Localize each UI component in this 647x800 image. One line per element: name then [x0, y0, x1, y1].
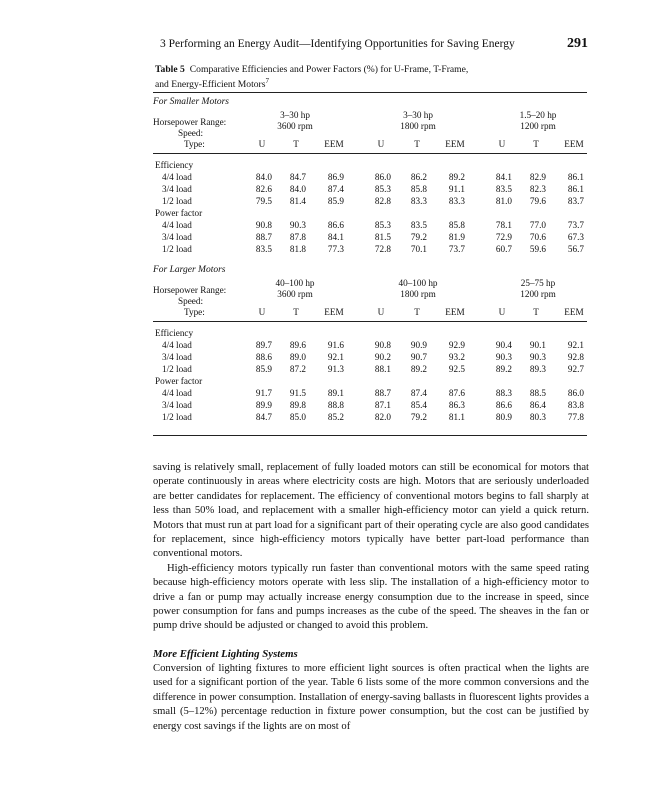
table-cell: 77.8	[567, 412, 584, 422]
group-speed: 3600 rpm	[277, 289, 313, 299]
table-label: Table 5	[155, 64, 185, 75]
table-cell: 83.3	[448, 196, 465, 206]
type-header: U	[258, 307, 266, 317]
group-speed: 1800 rpm	[400, 289, 436, 299]
table-cell: 72.8	[374, 244, 391, 254]
table-cell: 91.6	[327, 340, 344, 350]
caption-line-1: Comparative Efficiencies and Power Factors (%) for U-Frame, T-Frame,	[189, 64, 469, 75]
row-label: 4/4 load	[162, 172, 192, 182]
paragraph: Conversion of lighting fixtures to more efficient light sources is often practical when the lights are used for a significant portion of the year. Table 6 lists some of the more common conversions and the difference in power consumption. Installation of energy-saving ballasts in fluorescent lights provides a small (5–12%) percentage reduction in fixture power consumption, but the cost can be justified by energy cost savings if the lights are on most of	[153, 663, 589, 732]
table-cell: 85.8	[410, 184, 427, 194]
group-speed: 1800 rpm	[400, 121, 436, 131]
type-header: U	[377, 139, 385, 149]
table-cell: 85.8	[448, 220, 465, 230]
table-cell: 77.0	[529, 220, 546, 230]
table-cell: 87.8	[289, 232, 306, 242]
table-cell: 89.8	[289, 400, 306, 410]
type-header: U	[258, 139, 266, 149]
table-cell: 86.0	[374, 172, 391, 182]
table-cell: 87.1	[374, 400, 391, 410]
table-cell: 88.6	[255, 352, 272, 362]
body-text-1	[153, 461, 589, 634]
table-cell: 73.7	[448, 244, 465, 254]
table-cell: 84.0	[255, 172, 272, 182]
table-cell: 91.3	[327, 364, 344, 374]
table-cell: 60.7	[495, 244, 512, 254]
row-label: 4/4 load	[162, 388, 192, 398]
table-cell: 82.9	[529, 172, 546, 182]
table-cell: 89.0	[289, 352, 306, 362]
table-cell: 90.7	[410, 352, 427, 362]
header-rule	[153, 153, 587, 154]
table-cell: 56.7	[567, 244, 584, 254]
table-cell: 92.1	[327, 352, 344, 362]
table-cell: 70.6	[529, 232, 546, 242]
table-cell: 89.1	[327, 388, 344, 398]
group-hp-range: 25–75 hp	[520, 278, 556, 288]
group-hp-range: 40–100 hp	[398, 278, 438, 288]
table-cell: 92.9	[448, 340, 465, 350]
table-cell: 89.6	[289, 340, 306, 350]
table-cell: 92.7	[567, 364, 584, 374]
type-header: T	[533, 307, 539, 317]
row-group-label: Efficiency	[155, 328, 194, 338]
body-text-2	[153, 662, 589, 734]
table-cell: 81.4	[289, 196, 306, 206]
table-cell: 83.7	[567, 196, 584, 206]
table-cell: 91.5	[289, 388, 306, 398]
group-hp-range: 3–30 hp	[403, 110, 433, 120]
row-group-label: Efficiency	[155, 160, 194, 170]
row-label: 3/4 load	[162, 232, 192, 242]
table-cell: 91.1	[448, 184, 465, 194]
table-cell: 85.3	[374, 220, 391, 230]
table-cell: 87.6	[448, 388, 465, 398]
table-cell: 89.2	[448, 172, 465, 182]
table-cell: 77.3	[327, 244, 344, 254]
row-label: 1/2 load	[162, 244, 192, 254]
table-cell: 90.4	[495, 340, 512, 350]
group-speed: 1200 rpm	[520, 121, 556, 131]
paragraph: High-efficiency motors typically run faster than conventional motors with the same speed rating because high-efficiency motors operate with less slip. The installation of a high-efficiency motor to drive a fan or pump may actually increase energy consumption due to the increase in speed, since power consumption for fans and pumps increases as the cube of the speed. The sheaves in the fan or pump drive should be adjusted or changed to avoid this problem.	[153, 562, 589, 632]
table-cell: 92.5	[448, 364, 465, 374]
table-cell: 87.4	[410, 388, 427, 398]
type-header: EEM	[324, 139, 344, 149]
table-cell: 86.9	[327, 172, 344, 182]
table-cell: 90.8	[374, 340, 391, 350]
group-hp-range: 3–30 hp	[280, 110, 310, 120]
table-cell: 84.7	[255, 412, 272, 422]
table-cell: 88.1	[374, 364, 391, 374]
table-cell: 81.1	[448, 412, 465, 422]
table-cell: 82.0	[374, 412, 391, 422]
table-cell: 89.2	[495, 364, 512, 374]
speed-label: Speed:	[178, 128, 204, 138]
row-label: 3/4 load	[162, 400, 192, 410]
table-cell: 90.3	[529, 352, 546, 362]
table-cell: 92.8	[567, 352, 584, 362]
horsepower-range-label: Horsepower Range:	[153, 285, 227, 295]
table-cell: 93.2	[448, 352, 465, 362]
caption-line-2: and Energy-Efficient Motors	[155, 78, 266, 90]
table-cell: 83.5	[495, 184, 512, 194]
type-header: T	[293, 307, 299, 317]
table-cell: 91.7	[255, 388, 272, 398]
table-cell: 88.8	[327, 400, 344, 410]
table-cell: 83.5	[410, 220, 427, 230]
table-cell: 79.2	[410, 412, 427, 422]
table-cell: 83.5	[255, 244, 272, 254]
table-cell: 85.9	[255, 364, 272, 374]
speed-label: Speed:	[178, 296, 204, 306]
table-cell: 67.3	[567, 232, 584, 242]
table-cell: 86.0	[567, 388, 584, 398]
type-header: EEM	[445, 307, 465, 317]
table-caption	[155, 64, 595, 90]
type-header: T	[414, 307, 420, 317]
table-cell: 89.9	[255, 400, 272, 410]
row-label: 1/2 load	[162, 196, 192, 206]
table-cell: 83.8	[567, 400, 584, 410]
table-cell: 72.9	[495, 232, 512, 242]
table-cell: 73.7	[567, 220, 584, 230]
table-cell: 87.4	[327, 184, 344, 194]
table-cell: 84.7	[289, 172, 306, 182]
table-cell: 88.5	[529, 388, 546, 398]
type-header: EEM	[564, 307, 584, 317]
table-cell: 89.2	[410, 364, 427, 374]
table-cell: 59.6	[529, 244, 546, 254]
table-cell: 79.2	[410, 232, 427, 242]
type-label: Type:	[184, 139, 205, 149]
table-cell: 88.7	[374, 388, 391, 398]
table-bottom-rule	[153, 435, 587, 436]
table-cell: 90.2	[374, 352, 391, 362]
table-cell: 86.2	[410, 172, 427, 182]
row-group-label: Power factor	[155, 208, 203, 218]
caption-footnote-ref: 7	[265, 76, 269, 85]
table-cell: 84.1	[495, 172, 512, 182]
table-cell: 89.3	[529, 364, 546, 374]
table-cell: 92.1	[567, 340, 584, 350]
table-cell: 79.5	[255, 196, 272, 206]
table-cell: 90.8	[255, 220, 272, 230]
type-header: U	[377, 307, 385, 317]
table-cell: 88.7	[255, 232, 272, 242]
table-cell: 86.1	[567, 184, 584, 194]
table-cell: 90.3	[495, 352, 512, 362]
table-cell: 84.1	[327, 232, 344, 242]
table-cell: 88.3	[495, 388, 512, 398]
type-header: T	[293, 139, 299, 149]
type-label: Type:	[184, 307, 205, 317]
table-cell: 83.3	[410, 196, 427, 206]
section-heading: More Efficient Lighting Systems	[153, 648, 298, 660]
table-cell: 90.9	[410, 340, 427, 350]
table-cell: 80.9	[495, 412, 512, 422]
horsepower-range-label: Horsepower Range:	[153, 117, 227, 127]
section-title: For Smaller Motors	[153, 97, 229, 107]
type-header: T	[414, 139, 420, 149]
table-cell: 81.9	[448, 232, 465, 242]
running-header	[160, 38, 588, 54]
table-cell: 85.0	[289, 412, 306, 422]
table-cell: 86.6	[495, 400, 512, 410]
table-cell: 70.1	[410, 244, 427, 254]
table-cell: 89.7	[255, 340, 272, 350]
table-cell: 82.3	[529, 184, 546, 194]
table-cell: 90.3	[289, 220, 306, 230]
chapter-title: 3 Performing an Energy Audit—Identifying Opportunities for Saving Energy	[160, 38, 515, 50]
table-cell: 81.0	[495, 196, 512, 206]
row-label: 1/2 load	[162, 364, 192, 374]
type-header: U	[498, 307, 506, 317]
page-number: 291	[567, 36, 588, 51]
table-cell: 84.0	[289, 184, 306, 194]
header-rule	[153, 321, 587, 322]
type-header: EEM	[324, 307, 344, 317]
section-title: For Larger Motors	[153, 265, 226, 275]
group-hp-range: 40–100 hp	[275, 278, 315, 288]
table-cell: 85.3	[374, 184, 391, 194]
table-cell: 86.4	[529, 400, 546, 410]
row-label: 1/2 load	[162, 412, 192, 422]
type-header: T	[533, 139, 539, 149]
table-cell: 82.6	[255, 184, 272, 194]
group-hp-range: 1.5–20 hp	[519, 110, 557, 120]
group-speed: 3600 rpm	[277, 121, 313, 131]
row-label: 4/4 load	[162, 220, 192, 230]
table-cell: 86.3	[448, 400, 465, 410]
table-top-rule	[153, 92, 587, 93]
table-cell: 90.1	[529, 340, 546, 350]
table-cell: 85.9	[327, 196, 344, 206]
type-header: EEM	[445, 139, 465, 149]
table-cell: 85.2	[327, 412, 344, 422]
type-header: U	[498, 139, 506, 149]
table-cell: 86.1	[567, 172, 584, 182]
paragraph: saving is relatively small, replacement of fully loaded motors can still be economical for motors that operate continuously in areas where electricity costs are high. Motors that are seriously underloaded are better candidates for replacement. The efficiency of conventional motors begins to fall sharply at less than 50% load, and replacement with a smaller high-efficiency motor can yield a quick return. Motors that must run at part load for a significant part of their operating cycle are also good candidates for replacement, since high-efficiency motors typically have better part-load performance than conventional motors.	[153, 462, 589, 560]
table-cell: 87.2	[289, 364, 306, 374]
group-speed: 1200 rpm	[520, 289, 556, 299]
table-cell: 81.5	[374, 232, 391, 242]
table-cell: 79.6	[529, 196, 546, 206]
type-header: EEM	[564, 139, 584, 149]
table-cell: 82.8	[374, 196, 391, 206]
row-group-label: Power factor	[155, 376, 203, 386]
row-label: 3/4 load	[162, 184, 192, 194]
row-label: 4/4 load	[162, 340, 192, 350]
table-cell: 81.8	[289, 244, 306, 254]
table-cell: 80.3	[529, 412, 546, 422]
table-cell: 85.4	[410, 400, 427, 410]
table-cell: 78.1	[495, 220, 512, 230]
table-cell: 86.6	[327, 220, 344, 230]
row-label: 3/4 load	[162, 352, 192, 362]
